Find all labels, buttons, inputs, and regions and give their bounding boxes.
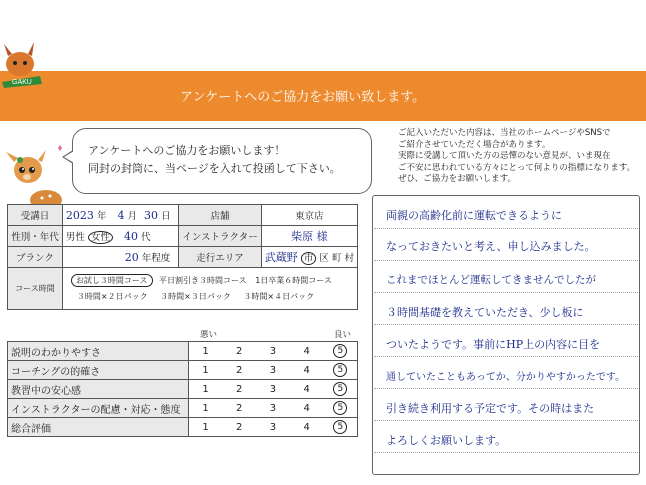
- rating-score: 3: [269, 383, 277, 395]
- rating-bad-label: 悪い: [200, 330, 218, 340]
- logo-text: GAKU: [12, 79, 32, 86]
- rating-score: 4: [303, 383, 310, 395]
- rating-score: 2: [235, 402, 243, 414]
- rating-score-selected: 5: [333, 420, 347, 434]
- bubble-text-line1: アンケートへのご協力をお願いします！: [88, 144, 286, 157]
- date-year: 2023: [65, 209, 94, 222]
- course-option-2day: ３時間×２日パック: [76, 291, 148, 301]
- course-option-oneday: 1日卒業６時間コース: [255, 275, 332, 285]
- rating-score: 4: [303, 421, 310, 433]
- rating-score: 2: [235, 364, 243, 376]
- female-option-circled: 女性: [88, 231, 113, 244]
- notice-text: ご記入いただいた内容は、当社のホームページやSNSで ご紹介させていただく場合があります。 実際に受講して頂いた方の忌憚のない意見が、いま現在 ご不安に思われている方々にとって何よりの指標になります。 ぜひ、ご協力をお願いします。: [398, 128, 636, 184]
- instructor-value: 柴原 様: [261, 226, 357, 247]
- course-option-4day: ３時間×４日パック: [243, 291, 315, 301]
- rating-score: 1: [202, 345, 209, 357]
- bubble-text-line2: 同封の封筒に、当ページを入れて投函して下さい。: [88, 162, 341, 175]
- date-month: 4: [117, 209, 125, 222]
- blank-field: 20 年程度: [62, 247, 178, 268]
- rating-score: 3: [269, 421, 277, 433]
- blank-label: ブランク: [8, 247, 63, 268]
- date-label: 受講日: [8, 205, 63, 226]
- area-value: 武蔵野: [264, 251, 298, 264]
- info-row-gender: [8, 226, 358, 247]
- rating-score: 2: [235, 345, 243, 357]
- rating-score: 4: [303, 345, 310, 357]
- rating-row: [8, 361, 358, 380]
- date-field: 2023 年 4 月 30 日: [62, 205, 178, 226]
- rating-row: [8, 342, 358, 361]
- course-option-weekday: 平日割引き３時間コース: [159, 275, 247, 285]
- rating-score: 3: [269, 364, 277, 376]
- course-label: コース時間: [8, 268, 63, 310]
- date-day: 30: [144, 209, 159, 222]
- rating-item-label: インストラクターの配慮・対応・態度: [8, 399, 189, 418]
- comment-line: 両親の高齢化前に運転できるように: [386, 209, 562, 222]
- course-options: [62, 268, 357, 310]
- comment-line: なっておきたいと考え、申し込みました。: [386, 240, 596, 253]
- rating-row: [8, 399, 358, 418]
- rating-score: 1: [202, 402, 209, 414]
- rating-item-label: 説明のわかりやすさ: [8, 342, 189, 361]
- rating-good-label: 良い: [334, 330, 352, 340]
- rating-table: [7, 341, 358, 437]
- comment-line: よろしくお願いします。: [386, 434, 507, 447]
- comment-line: ３時間基礎を教えていただき、少し板に: [386, 306, 584, 319]
- comment-line: 通していたこともあってか、分かりやすかったです。: [386, 372, 626, 383]
- store-label: 店舗: [179, 205, 262, 226]
- age-value: 40: [123, 230, 138, 243]
- rating-score: 1: [202, 421, 209, 433]
- rating-score: 4: [303, 402, 310, 414]
- comment-line: これまでほとんど運転してきませんでしたが: [386, 274, 596, 286]
- info-row-date: [8, 205, 358, 226]
- rating-item-label: 教習中の安心感: [8, 380, 189, 399]
- rating-scale-header: [188, 328, 358, 340]
- area-city-circled: 市: [301, 252, 317, 265]
- rating-item-label: コーチングの的確さ: [8, 361, 189, 380]
- course-option-3day: ３時間×３日パック: [160, 291, 231, 301]
- comment-line: 引き続き利用する予定です。その時はまた: [386, 402, 595, 415]
- rating-score-selected: 5: [333, 401, 347, 415]
- gender-label: 性別・年代: [8, 226, 63, 247]
- rating-score: 4: [303, 364, 310, 376]
- rating-score: 2: [235, 421, 243, 433]
- store-value: 東京店: [261, 205, 357, 226]
- rating-score-selected: 5: [333, 382, 347, 396]
- area-label: 走行エリア: [179, 247, 262, 268]
- header-title: アンケートへのご協力をお願い致します。: [180, 90, 426, 105]
- rating-score: 3: [269, 345, 277, 357]
- info-row-course: [8, 268, 358, 310]
- rating-item-label: 総合評価: [8, 418, 189, 437]
- male-option: 男性: [65, 232, 85, 243]
- rating-row: [8, 380, 358, 399]
- info-row-blank: [8, 247, 358, 268]
- blank-value: 20: [124, 251, 139, 264]
- info-table: [7, 204, 358, 310]
- comment-line: ついたようです。事前にHP上の内容に目を: [386, 338, 601, 351]
- rating-score: 3: [269, 402, 277, 414]
- course-option-trial-circled: お試し３時間コース: [71, 274, 153, 287]
- instructor-label: インストラクター: [179, 226, 262, 247]
- area-field: 武蔵野 市 区 町 村: [261, 247, 357, 268]
- rating-row: [8, 418, 358, 437]
- rating-score: 2: [235, 383, 243, 395]
- rating-score-selected: 5: [333, 363, 347, 377]
- rating-score: 1: [202, 383, 209, 395]
- rating-score: 1: [202, 364, 209, 376]
- rating-score-selected: 5: [333, 344, 347, 358]
- logo-icon: [0, 38, 44, 90]
- gender-field: 男性 女性 40 代: [62, 226, 178, 247]
